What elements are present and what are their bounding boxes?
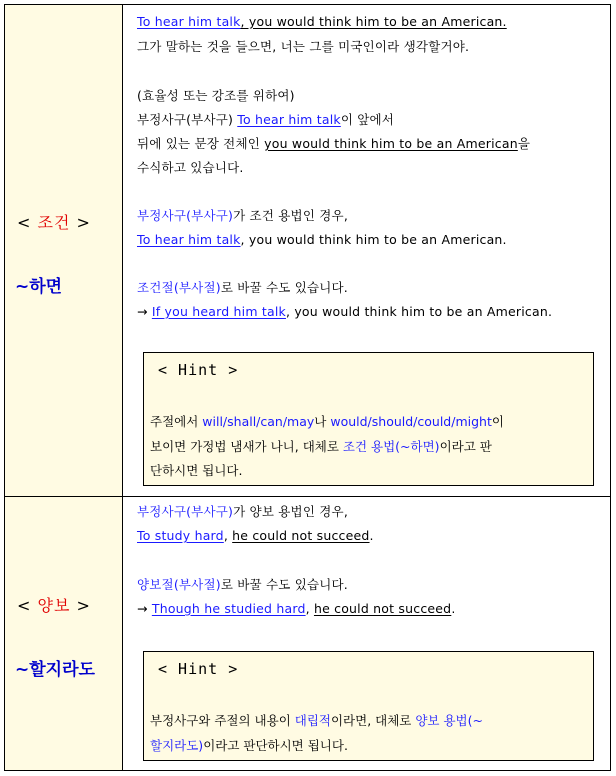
hint-box-condition (143, 352, 594, 486)
explanation-cell-condition (123, 5, 610, 496)
note-line-2: 뒤에 있는 문장 전체인 you would think him to be an American을 (137, 136, 531, 151)
note-line-3: 수식하고 있습니다. (137, 160, 244, 175)
category-title-condition: < 조건 > (17, 213, 91, 232)
clause-example: → If you heard him talk, you would think him to be an American. (137, 304, 553, 319)
hint-line-3: 단하시면 됩니다. (150, 463, 243, 478)
category-meaning-condition: ~하면 (15, 277, 63, 297)
category-cell-concession (5, 497, 123, 770)
hint-line-2: 보이면 가정법 냄새가 나니, 대체로 조건 용법(~하면)이라고 판 (150, 439, 492, 454)
example-english: To hear him talk, you would think him to be an American. (137, 14, 507, 29)
hint-title: < Hint > (158, 361, 239, 379)
hint-line-1: 주절에서 will/shall/can/may나 would/should/could/might이 (150, 414, 504, 429)
hint-box-concession (143, 651, 594, 761)
note-line-1: 부정사구(부사구) To hear him talk이 앞에서 (137, 112, 395, 127)
grammar-table (4, 4, 611, 771)
hint-title: < Hint > (158, 660, 239, 678)
example-korean: 그가 말하는 것을 들으면, 너는 그를 미국인이라 생각할거야. (137, 39, 470, 54)
clause-line: 조건절(부사절)로 바꿀 수도 있습니다. (137, 280, 348, 295)
usage-line: 부정사구(부사구)가 양보 용법인 경우, (137, 504, 348, 519)
usage-example: To hear him talk, you would think him to be an American. (137, 232, 507, 247)
hint-line-1: 부정사구와 주절의 내용이 대립적이라면, 대체로 양보 용법(~ (150, 713, 483, 728)
usage-example: To study hard, he could not succeed. (137, 528, 374, 543)
explanation-cell-concession (123, 497, 610, 770)
arrow-icon: → (137, 601, 152, 616)
category-meaning-concession: ~할지라도 (15, 660, 95, 680)
usage-line: 부정사구(부사구)가 조건 용법인 경우, (137, 208, 348, 223)
clause-line: 양보절(부사절)로 바꿀 수도 있습니다. (137, 577, 348, 592)
clause-example: → Though he studied hard, he could not succeed. (137, 601, 456, 616)
hint-line-2: 할지라도)이라고 판단하시면 됩니다. (150, 738, 348, 753)
category-title-concession: < 양보 > (17, 596, 91, 615)
category-cell-condition (5, 5, 123, 496)
arrow-icon: → (137, 304, 152, 319)
note-heading: (효율성 또는 강조를 위하여) (137, 88, 295, 103)
